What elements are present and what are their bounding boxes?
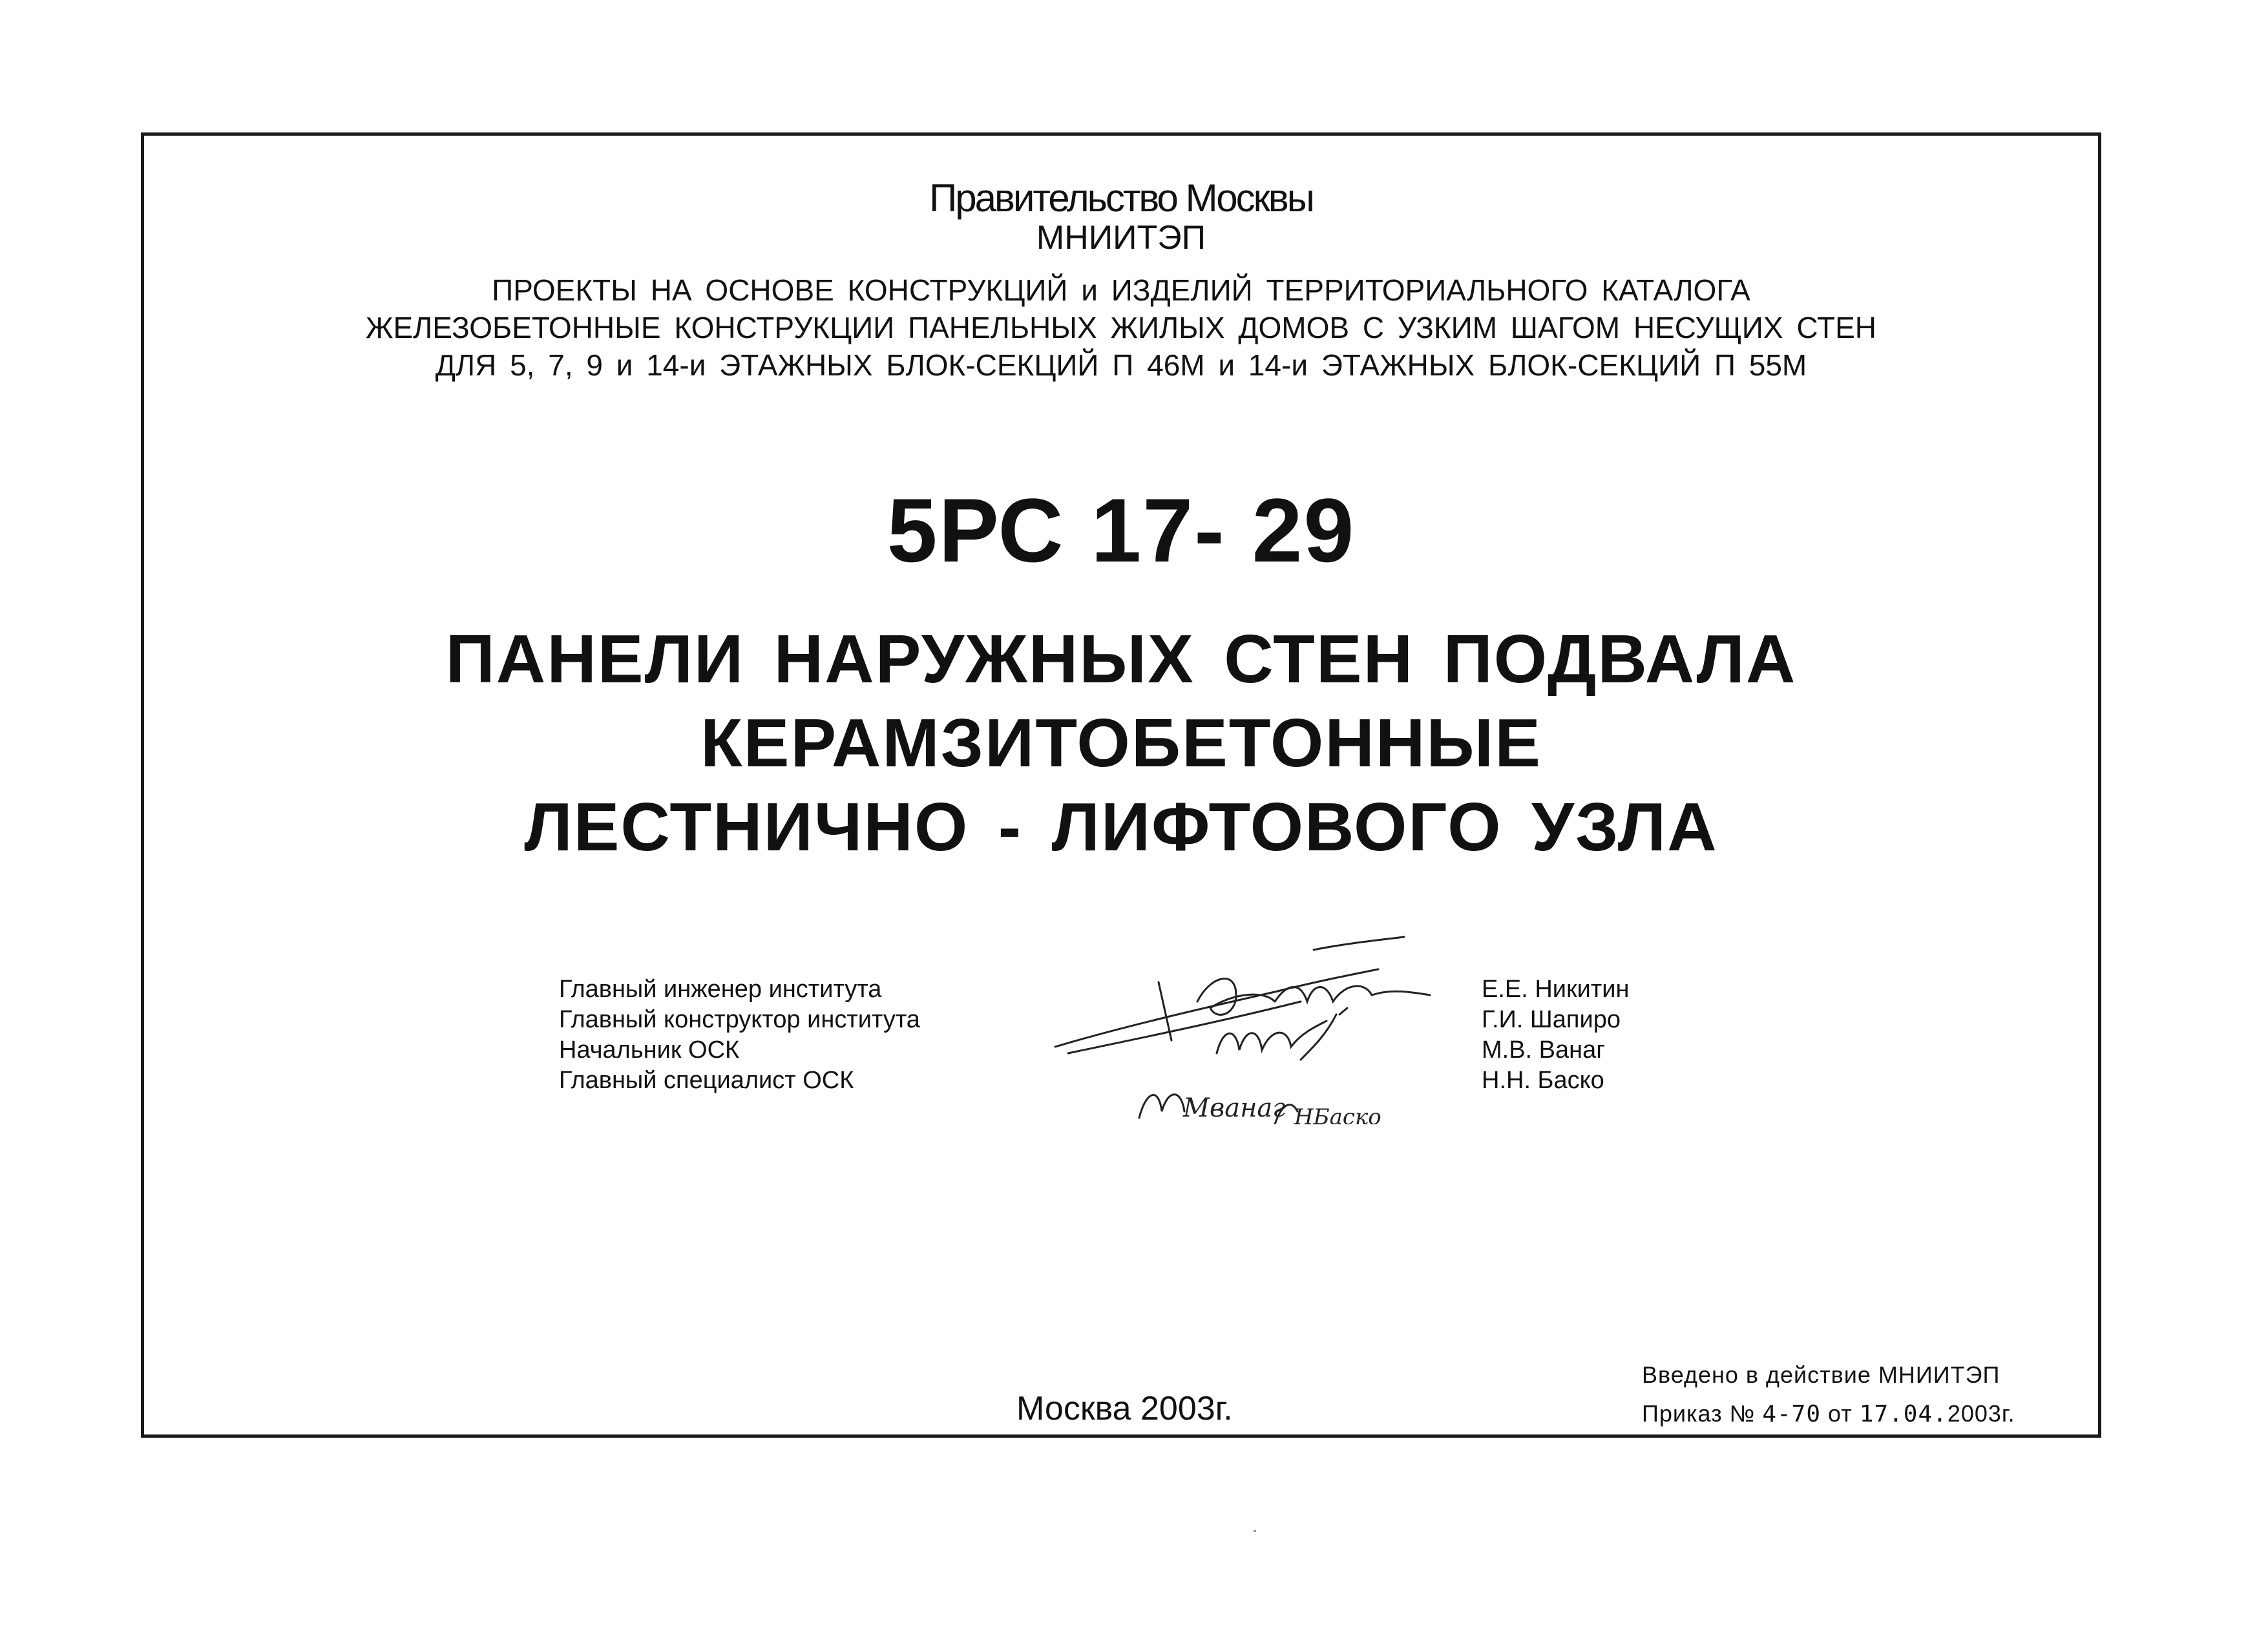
name-shapiro: Г.И. Шапиро xyxy=(1482,1006,1621,1033)
scan-speck xyxy=(1254,1530,1256,1532)
order-line xyxy=(1642,1394,2015,1434)
order-date-handwritten: 17.04. xyxy=(1859,1401,1948,1427)
role-head-osk: Начальник ОСК xyxy=(559,1036,740,1064)
city-year: Москва 2003г. xyxy=(1016,1390,1233,1427)
title-line-3: ЛЕСТНИЧНО - ЛИФТОВОГО УЗЛА xyxy=(524,789,1718,865)
order-year: 2003г. xyxy=(1947,1400,2015,1427)
order-from: от xyxy=(1828,1400,1853,1427)
title-line-2: КЕРАМЗИТОБЕТОННЫЕ xyxy=(700,705,1542,781)
signature-vanag-text: Мванаг xyxy=(1183,1093,1286,1123)
government-name: Правительство Москвы xyxy=(929,176,1313,220)
document-code: 5РС 17- 29 xyxy=(887,479,1356,581)
order-number: 4-70 xyxy=(1762,1401,1822,1427)
approval-names xyxy=(1482,974,1630,1096)
signature-basko-text: НБаско xyxy=(1294,1104,1381,1124)
institute-name: МНИИТЭП xyxy=(1036,219,1206,257)
order-prefix: Приказ № xyxy=(1642,1400,1756,1427)
enacted-text: Введено в действие МНИИТЭП xyxy=(1642,1361,2000,1388)
project-line-3: ДЛЯ 5, 7, 9 и 14-и ЭТАЖНЫХ БЛОК-СЕКЦИЙ П 46М и 14-и ЭТАЖНЫХ БЛОК-СЕКЦИЙ П 55М xyxy=(435,348,1807,382)
project-line-2: ЖЕЛЕЗОБЕТОННЫЕ КОНСТРУКЦИИ ПАНЕЛЬНЫХ ЖИЛЫХ ДОМОВ С УЗКИМ ШАГОМ НЕСУЩИХ СТЕН xyxy=(365,311,1877,344)
name-vanag: М.В. Ванаг xyxy=(1482,1036,1606,1064)
approval-roles xyxy=(559,974,920,1096)
title-line-1: ПАНЕЛИ НАРУЖНЫХ СТЕН ПОДВАЛА xyxy=(445,621,1797,697)
document-title xyxy=(144,617,2098,869)
role-chief-specialist: Главный специалист ОСК xyxy=(559,1067,854,1094)
title-sheet-frame xyxy=(141,132,2101,1438)
handwritten-signatures xyxy=(1042,930,1469,1124)
role-chief-engineer: Главный инженер института xyxy=(559,976,882,1003)
project-description xyxy=(144,271,2098,384)
enactment-block xyxy=(1642,1356,2015,1434)
project-line-1: ПРОЕКТЫ НА ОСНОВЕ КОНСТРУКЦИЙ и ИЗДЕЛИЙ ТЕРРИТОРИАЛЬНОГО КАТАЛОГА xyxy=(492,273,1750,307)
name-nikitin: Е.Е. Никитин xyxy=(1482,976,1630,1003)
role-chief-designer: Главный конструктор института xyxy=(559,1006,920,1033)
name-basko: Н.Н. Баско xyxy=(1482,1067,1604,1094)
